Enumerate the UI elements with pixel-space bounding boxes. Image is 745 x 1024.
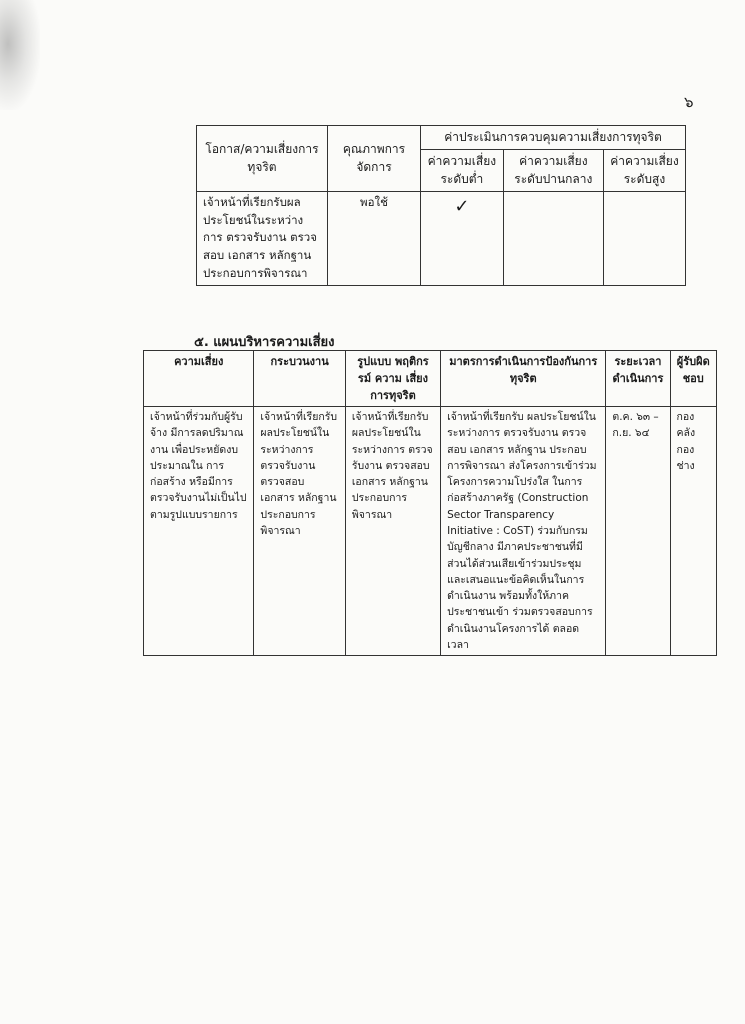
table-row (197, 191, 686, 285)
cell-risk: เจ้าหน้าที่เรียกรับผลประโยชน์ในระหว่างการ ตรวจรับงาน ตรวจสอบ เอกสาร หลักฐาน ประกอบการพิจารณา (197, 191, 328, 285)
header-low: ค่าความเสี่ยงระดับต่ำ (421, 149, 504, 191)
header-medium: ค่าความเสี่ยงระดับปานกลาง (503, 149, 603, 191)
cell-risk: เจ้าหน้าที่ร่วมกับผู้รับจ้าง มีการลดปริมาณงาน เพื่อประหยัดงบประมาณใน การก่อสร้าง หรือมีการตรวจรับงานไม่เป็นไปตามรูปแบบรายการ (144, 407, 254, 656)
cell-quality: พอใช้ (328, 191, 421, 285)
section-heading: ๕. แผนบริหารความเสี่ยง (194, 335, 335, 350)
page-number: ๖ (684, 93, 694, 111)
header-pattern: รูปแบบ พฤติกรรม์ ความ เสี่ยงการทุจริต (345, 351, 440, 407)
cell-process: เจ้าหน้าที่เรียกรับผลประโยชน์ในระหว่างการ ตรวจรับงาน ตรวจสอบ เอกสาร หลักฐาน ประกอบการพิจารณา (254, 407, 345, 656)
header-period: ระยะเวลาดำเนินการ (606, 351, 670, 407)
cell-responsible: กองคลัง กองช่าง (670, 407, 716, 656)
table-row (144, 407, 717, 656)
scan-smudge (0, 0, 40, 110)
cell-medium (503, 191, 603, 285)
header-process: กระบวนงาน (254, 351, 345, 407)
cell-period: ต.ค. ๖๓ – ก.ย. ๖๔ (606, 407, 670, 656)
header-high: ค่าความเสี่ยงระดับสูง (603, 149, 685, 191)
check-mark-icon: ✓ (454, 195, 470, 217)
header-risk: ความเสี่ยง (144, 351, 254, 407)
cell-low (421, 191, 504, 285)
cell-high (603, 191, 685, 285)
cell-pattern: เจ้าหน้าที่เรียกรับผลประโยชน์ในระหว่างการ ตรวจรับงาน ตรวจสอบ เอกสาร หลักฐาน ประกอบการพิจารณา (345, 407, 440, 656)
header-quality: คุณภาพการจัดการ (328, 126, 421, 192)
risk-management-plan-table (143, 350, 717, 656)
header-measures: มาตรการดำเนินการป้องกันการทุจริต (441, 351, 606, 407)
cell-measures: เจ้าหน้าที่เรียกรับ ผลประโยชน์ในระหว่างการ ตรวจรับงาน ตรวจสอบ เอกสาร หลักฐาน ประกอบการพิจารณา ส่งโครงการเข้าร่วมโครงการความโปร่งใส ในการก่อสร้างภาครัฐ (Construction Sector Transparency Initiative : CoST) ร่วมกับกรมบัญชีกลาง มีภาคประชาชนที่มีส่วนได้ส่วนเสียเข้าร่วมประชุมและเสนอแนะข้อคิดเห็นในการดำเนินงาน พร้อมทั้งให้ภาคประชาชนเข้า ร่วมตรวจสอบการดำเนินงานโครงการได้ ตลอดเวลา (441, 407, 606, 656)
header-risk: โอกาส/ความเสี่ยงการทุจริต (197, 126, 328, 192)
header-responsible: ผู้รับผิดชอบ (670, 351, 716, 407)
risk-assessment-table (196, 125, 686, 286)
header-evaluation-group: ค่าประเมินการควบคุมความเสี่ยงการทุจริต (421, 126, 686, 150)
